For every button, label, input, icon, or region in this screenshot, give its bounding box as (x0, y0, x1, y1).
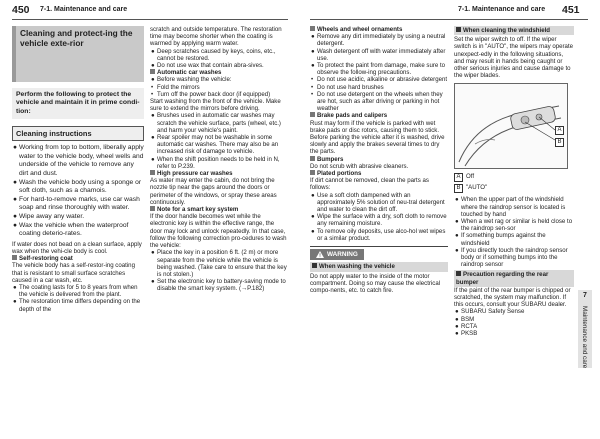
list-item: ● To protect the paint from damage, make sure to observe the follow-ing precautions. (311, 62, 446, 77)
list-item: ● Deep scratches caused by keys, coins, etc., cannot be restored. (151, 47, 276, 62)
square-bullet-icon (310, 170, 315, 175)
list-item: ● Before washing the vehicle: (151, 76, 232, 84)
warning-text: Do not apply water to the inside of the motor compartment. Doing so may cause the electrical compo-nents, etc. to catch fire. (310, 272, 441, 294)
list-item: ● Wash the vehicle body using a sponge or soft cloth, such as a chamois. (13, 178, 142, 195)
paragraph: If dirt cannot be removed, clean the parts as follows: (310, 177, 429, 192)
list-item: ● Wipe away any water. (13, 212, 85, 220)
list-item: ● PKSB (455, 330, 478, 338)
wiper-lever-drawing (455, 84, 567, 168)
list-item: ● Remove any dirt immediately by using a neutral detergent. (311, 33, 446, 48)
list-item: ● If something bumps against the windshield (455, 232, 546, 247)
wiper-switch-illustration (454, 83, 568, 169)
right-section-title: 7-1. Maintenance and care (458, 6, 546, 13)
legend-a: A Off (454, 173, 574, 182)
wax-note: If water does not bead on a clean surface, apply wax when the vehi-cle body is cool. (12, 240, 142, 255)
subheading: Note for a smart key system (150, 206, 288, 213)
paragraph: As water may enter the cabin, do not bring the nozzle tip near the gaps around the doors or perimeter of the windows, or spray these areas continuously. (150, 177, 277, 206)
paragraph: The vehicle body has a self-restor-ing coating that is resistant to small surface scratches caused in a car wash, etc. (12, 262, 135, 284)
chapter-side-tab (578, 290, 592, 368)
intro-box (12, 88, 144, 119)
subheading: Wheels and wheel ornaments (310, 26, 448, 33)
list-item: • Do not use acidic, alkaline or abrasive detergent (311, 76, 448, 84)
square-bullet-icon (310, 156, 315, 161)
warning-badge (310, 249, 364, 260)
left-header-rule (12, 19, 288, 20)
list-item: ● For hard-to-remove marks, use car wash soap and rinse thoroughly with water. (13, 195, 140, 212)
square-bullet-icon (150, 170, 155, 175)
legend-b: B "AUTO" (454, 184, 574, 193)
callout-a: A (555, 126, 564, 135)
list-item: ● BSM (455, 315, 475, 323)
list-item: ● The coating lasts for 5 to 8 years from when the vehicle is delivered from the plant. (13, 283, 138, 299)
warning-title: When washing the vehicle (310, 262, 448, 271)
paragraph: If the paint of the rear bumper is chipped or scratched, the system may malfunction. If this occurs, consult your SUBARU dealer. (454, 286, 571, 309)
paragraph: Rust may form if the vehicle is parked with wet brake pads or disc rotors, causing them to stick. Before parking the vehicle after it is washed, drive slowly and apply the brakes several times to dry the parts. (310, 119, 445, 156)
right-header-rule (310, 19, 588, 20)
square-bullet-icon (12, 255, 17, 260)
warning-triangle-icon (316, 251, 324, 258)
list-item: ● When the upper part of the windshield where the raindrop sensor is located is touched by hand (455, 196, 566, 218)
subheading: High pressure car washes (150, 170, 288, 177)
square-bullet-icon (310, 112, 315, 117)
list-item: ● To remove oily deposits, use alco-hol wet wipes or a similar product. (311, 227, 446, 242)
warning-header (310, 247, 448, 262)
list-item: ● If you directly touch the raindrop sensor body or if something bumps into the raindrop sensor (455, 246, 568, 269)
list-item: ● Wax the vehicle when the waterproof coating deterio-rates. (13, 221, 129, 238)
chapter-number: 7 (583, 292, 587, 299)
list-item: ● The restoration time differs depending on the depth of the (13, 298, 141, 313)
rear-bumper-caution-title: Precaution regarding the rear bumper (454, 270, 574, 286)
list-item: ● Place the key in a position 6 ft. (2 m) or more separate from the vehicle while the vehicle is being washed. (Take care to ensure that the key is not stolen.) (151, 249, 287, 278)
column-3 (310, 26, 448, 294)
list-item: ● Wash detergent off with water immediately after use. (311, 47, 446, 62)
paragraph: Do not scrub with abrasive cleaners. (310, 162, 409, 170)
warning-box (310, 246, 448, 294)
paragraph: Set the wiper switch to off. If the wiper switch is in "AUTO", the wipers may operate unexpect-edly in the following situations, and may result in hands being caught or other serious injuries and cause damage to the wiper blades. (454, 36, 574, 80)
chapter-label: Maintenance and care (581, 306, 588, 369)
subheading: Bumpers (310, 156, 448, 163)
instruction-list (12, 144, 144, 239)
square-bullet-icon (150, 206, 155, 211)
square-bullet-icon (150, 69, 155, 74)
subheading: Automatic car washes (150, 69, 288, 76)
list-item: ● Rear spoiler may not be washable in some automatic car washes. There may also be an increased risk of damage to vehicle. (151, 134, 279, 156)
list-item: ● RCTA (455, 322, 478, 330)
subheading: Self-restoring coat (12, 255, 144, 262)
list-item: ● SUBARU Safety Sense (455, 308, 525, 316)
column-2 (150, 26, 288, 293)
column-4 (454, 26, 574, 337)
subheading: Brake pads and calipers (310, 112, 448, 119)
paragraph: If the door handle becomes wet while the electronic key is within the effective range, the door may lock and unlock repeatedly. In that case, follow the following correction pro-cedures to wash the vehicle: (150, 213, 287, 250)
warning-label: WARNING (327, 251, 358, 259)
list-item: • Fold the mirrors (151, 83, 200, 91)
list-item: ● Brushes used in automatic car washes may scratch the vehicle surface, parts (wheel, etc.) and harm your vehicle's paint. (151, 112, 281, 134)
subheading: Plated portions (310, 170, 448, 177)
instructions-title-box (12, 126, 144, 141)
left-section-title: 7-1. Maintenance and care (40, 6, 128, 13)
instructions-title: Cleaning instructions (16, 129, 92, 139)
page-header (0, 0, 600, 22)
list-item: • Do not use detergent on the wheels when they are hot, such as after driving or parking in hot weather (311, 90, 443, 113)
list-item: ● When a wet rag or similar is held close to the raindrop sen-sor (455, 218, 573, 233)
list-item: ● Working from top to bottom, liberally apply water to the vehicle body, wheel wells and underside of the vehicle to remove any dirt and dust. (13, 144, 144, 177)
section-title: Cleaning and protect-ing the vehicle exte-rior (20, 28, 133, 48)
list-item: ● Do not use wax that contain abra-sives. (151, 62, 264, 70)
list-item: ● Set the electronic key to battery-saving mode to disable the smart key system. (→P.182) (151, 278, 286, 293)
right-page-number: 451 (562, 4, 580, 16)
callout-b: B (555, 138, 564, 147)
column-1 (12, 26, 144, 313)
paragraph: Start washing from the front of the vehicle. Make sure to extend the mirrors before driving. (150, 98, 281, 113)
list-item: ● Wipe the surface with a dry, soft cloth to remove any remaining moisture. (311, 213, 447, 228)
intro-text: Perform the following to protect the vehicle and maintain it in prime condi-tion: (16, 91, 140, 115)
windshield-caution-title: When cleaning the windshield (454, 26, 574, 35)
list-item: • Do not use hard brushes (311, 83, 384, 91)
list-item: ● When the shift position needs to be held in N, refer to P.239. (151, 155, 280, 170)
left-page-number: 450 (12, 4, 30, 16)
list-item: • Turn off the power back door (if equipped) (151, 90, 271, 98)
section-title-box (12, 26, 144, 82)
square-bullet-icon (310, 26, 315, 31)
list-item: ● Use a soft cloth dampened with an approximately 5% solution of neu-tral detergent and water to clean the dirt off. (311, 191, 445, 214)
paragraph: scratch and outside temperature. The restoration time may become shorter when the coating is warmed by applying warm water. (150, 26, 282, 48)
